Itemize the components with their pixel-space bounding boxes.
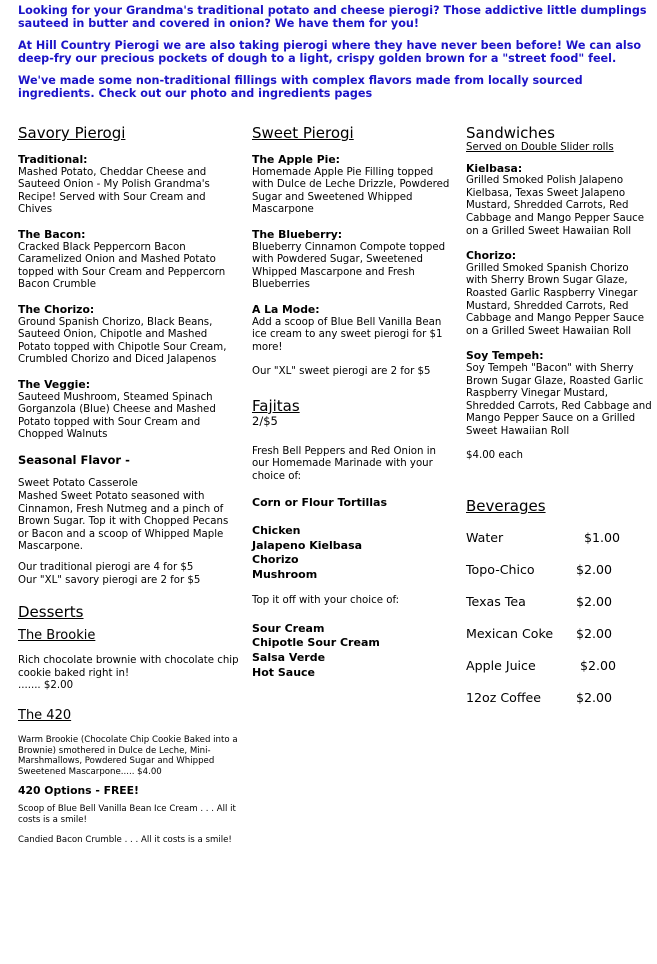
item-name: Traditional: xyxy=(18,153,88,166)
beverage-price: $2.00 xyxy=(575,594,612,610)
savory-title: Savory Pierogi xyxy=(18,124,126,142)
seasonal-name: Sweet Potato Casserole xyxy=(18,478,138,490)
menu-item xyxy=(466,250,652,338)
item-desc: Ground Spanish Chorizo, Black Beans, Sauteed Onion, Chipotle and Mashed Potato topped with Chipotle Sour Cream, Crumbled Chorizo and Diced Jalapenos xyxy=(18,316,227,366)
sandwich-price: $4.00 each xyxy=(466,450,523,462)
intro-paragraph: At Hill Country Pierogi we are also taking pierogi where they have never been before! We can also deep-fry our precious pockets of dough to a light, crispy golden brown for a "street food" feel. xyxy=(18,39,642,65)
top-note: Top it off with your choice of: xyxy=(252,595,400,607)
tortillas-label: Corn or Flour Tortillas xyxy=(252,496,388,510)
beverage-row xyxy=(466,529,652,561)
beverages-title: Beverages xyxy=(466,497,546,516)
item-name: The Apple Pie: xyxy=(252,153,340,166)
sandwiches-column xyxy=(466,124,652,721)
beverage-price: $1.00 xyxy=(583,530,620,546)
menu-item xyxy=(252,154,452,217)
price-note: Our "XL" savory pierogi are 2 for $5 xyxy=(18,574,201,586)
topping-item: Chipotle Sour Cream xyxy=(252,636,380,650)
menu-item xyxy=(252,304,452,354)
sweet-title: Sweet Pierogi xyxy=(252,124,354,142)
t420-title: The 420 xyxy=(18,708,72,723)
item-name: The Chorizo: xyxy=(18,302,95,316)
beverage-row xyxy=(466,561,652,593)
filling-item: Jalapeno Kielbasa xyxy=(252,538,363,552)
brookie-price: ....... $2.00 xyxy=(18,680,74,692)
beverage-row xyxy=(466,657,652,689)
beverage-row xyxy=(466,593,652,625)
brookie-desc: Rich chocolate brownie with chocolate chip cookie baked right in! xyxy=(18,655,239,679)
menu-item xyxy=(252,229,452,292)
item-name: The Blueberry: xyxy=(252,227,343,241)
item-name: A La Mode: xyxy=(252,302,320,316)
sandwiches-title: Sandwiches xyxy=(466,124,555,142)
filling-item: Chorizo xyxy=(252,553,299,567)
brookie-title: The Brookie xyxy=(18,628,96,644)
xl-note: Our "XL" sweet pierogi are 2 for $5 xyxy=(252,366,431,378)
filling-item: Chicken xyxy=(252,523,301,537)
beverage-price: $2.00 xyxy=(575,690,612,706)
t420-desc: Warm Brookie (Chocolate Chip Cookie Baked into a Brownie) smothered in Dulce de Leche, Mini-Marshmallows, Powdered Sugar and Whipped Sweetened Mascarpone..... $4.00 xyxy=(18,735,238,777)
beverage-row xyxy=(466,689,652,721)
menu-item xyxy=(18,229,240,292)
item-desc: Grilled Smoked Spanish Chorizo with Sherry Brown Sugar Glaze, Roasted Garlic Raspberry Vinegar Mustard, Shredded Carrots, Red Cabbage and Mango Pepper Sauce on a Grilled Sweet Hawaiian Roll xyxy=(466,262,645,337)
filling-item: Mushroom xyxy=(252,568,318,582)
price-note: Our traditional pierogi are 4 for $5 xyxy=(18,562,194,574)
item-desc: Add a scoop of Blue Bell Vanilla Bean ice cream to any sweet pierogi for $1 more! xyxy=(252,316,443,353)
seasonal-label: Seasonal Flavor - xyxy=(18,452,130,467)
intro-paragraph: Looking for your Grandma's traditional potato and cheese pierogi? Those addictive little dumplings sauteed in butter and covered in onion? We have them for you! xyxy=(18,4,647,30)
beverage-name: Apple Juice xyxy=(466,658,536,674)
item-desc: Soy Tempeh "Bacon" with Sherry Brown Sugar Glaze, Roasted Garlic Raspberry Vinegar Mustard, Shredded Carrots, Red Cabbage and Mango Pepper Sauce on a Grilled Sweet Hawaiian Roll xyxy=(466,362,652,437)
intro-paragraph: We've made some non-traditional fillings with complex flavors made from locally sourced ingredients. Check out our photo and ingredients pages xyxy=(18,74,583,100)
item-desc: Sauteed Mushroom, Steamed Spinach Gorganzola (Blue) Cheese and Mashed Potato topped with Sour Cream and Chopped Walnuts xyxy=(18,391,216,441)
menu-item xyxy=(18,154,240,217)
topping-item: Sour Cream xyxy=(252,621,325,635)
options-title: 420 Options - FREE! xyxy=(18,784,139,798)
toppings-list xyxy=(252,622,452,681)
seasonal-desc: Mashed Sweet Potato seasoned with Cinnamon, Fresh Nutmeg and a pinch of Brown Sugar. Top it with Chopped Pecans or Bacon and a scoop of Whipped Maple Mascarpone. xyxy=(18,491,229,553)
menu-item xyxy=(18,379,240,442)
option-item: Candied Bacon Crumble . . . All it costs is a smile! xyxy=(18,835,232,846)
beverage-name: Mexican Coke xyxy=(466,626,554,642)
desserts-title: Desserts xyxy=(18,603,84,622)
beverage-name: Water xyxy=(466,530,504,546)
fajitas-price: 2/$5 xyxy=(252,413,278,428)
intro-text xyxy=(18,4,648,109)
item-desc: Cracked Black Peppercorn Bacon Caramelized Onion and Mashed Potato topped with Sour Cream and Peppercorn Bacon Crumble xyxy=(18,241,226,291)
option-item: Scoop of Blue Bell Vanilla Bean Ice Cream . . . All it costs is a smile! xyxy=(18,803,236,825)
beverage-name: Topo-Chico xyxy=(466,562,535,578)
beverage-price: $2.00 xyxy=(579,658,616,674)
topping-item: Hot Sauce xyxy=(252,666,316,680)
topping-item: Salsa Verde xyxy=(252,651,326,665)
sandwiches-subtitle: Served on Double Slider rolls xyxy=(466,142,614,153)
item-name: Soy Tempeh: xyxy=(466,349,544,363)
item-desc: Homemade Apple Pie Filling topped with Dulce de Leche Drizzle, Powdered Sugar and Sweetened Whipped Mascarpone xyxy=(252,166,450,216)
beverage-price: $2.00 xyxy=(575,626,612,642)
fajitas-desc: Fresh Bell Peppers and Red Onion in our Homemade Marinade with your choice of: xyxy=(252,445,437,482)
fillings-list xyxy=(252,524,452,583)
savory-column xyxy=(18,124,240,846)
item-name: The Veggie: xyxy=(18,377,91,391)
fajitas-title: Fajitas xyxy=(252,396,300,415)
item-desc: Grilled Smoked Polish Jalapeno Kielbasa, Texas Sweet Jalapeno Mustard, Shredded Carrots, Red Cabbage and Mango Pepper Sauce on a Grilled Sweet Hawaiian Roll xyxy=(466,175,645,237)
item-name: Kielbasa: xyxy=(466,161,523,175)
item-name: Chorizo: xyxy=(466,249,517,263)
menu-item xyxy=(466,163,652,239)
beverage-name: Texas Tea xyxy=(466,594,526,610)
item-desc: Mashed Potato, Cheddar Cheese and Sauteed Onion - My Polish Grandma's Recipe! Served with Sour Cream and Chives xyxy=(18,166,210,216)
menu-item xyxy=(466,350,652,438)
item-desc: Blueberry Cinnamon Compote topped with Powdered Sugar, Sweetened Whipped Mascarpone and Fresh Blueberries xyxy=(252,241,446,291)
sweet-column xyxy=(252,124,452,681)
item-name: The Bacon: xyxy=(18,227,86,241)
beverage-row xyxy=(466,625,652,657)
beverage-name: 12oz Coffee xyxy=(466,690,542,706)
menu-item xyxy=(18,304,240,367)
beverage-price: $2.00 xyxy=(575,562,612,578)
